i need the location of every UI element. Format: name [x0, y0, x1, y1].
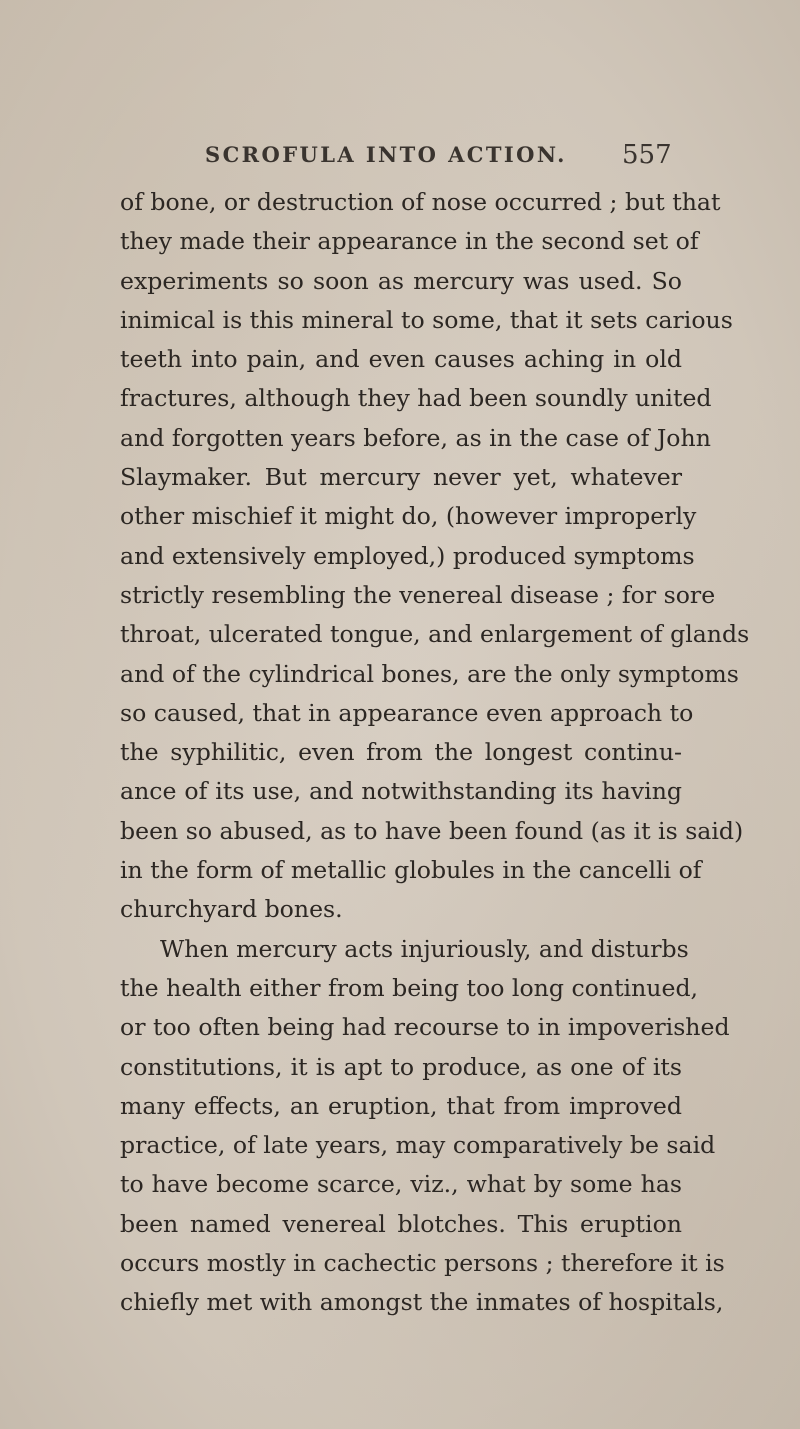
text-line: practice, of late years, may comparatively be said: [120, 1131, 716, 1160]
text-line: churchyard bones.: [120, 895, 343, 924]
text-line: When mercury acts injuriously, and disturbs: [160, 934, 689, 963]
text-line: been so abused, as to have been found (as it is said): [120, 816, 744, 845]
text-line: many effects, an eruption, that from improved: [120, 1091, 682, 1120]
text-line: fractures, although they had been soundly united: [120, 384, 712, 413]
text-line: or too often being had recourse to in impoverished: [120, 1013, 730, 1042]
running-title: SCROFULA INTO ACTION.: [205, 142, 567, 167]
text-line: Slaymaker. But mercury never yet, whatever: [120, 463, 682, 492]
text-line: other mischief it might do, (however improperly: [120, 502, 697, 531]
text-line: experiments so soon as mercury was used. So: [120, 266, 682, 295]
text-line: they made their appearance in the second set of: [120, 227, 699, 256]
text-line: in the form of metallic globules in the cancelli of: [120, 856, 702, 885]
text-line: chiefly met with amongst the inmates of hospitals,: [120, 1288, 724, 1317]
text-line: strictly resembling the venereal disease ; for sore: [120, 580, 716, 609]
text-line: constitutions, it is apt to produce, as one of its: [120, 1052, 682, 1081]
text-line: so caused, that in appearance even approach to: [120, 698, 694, 727]
text-line: occurs mostly in cachectic persons ; therefore it is: [120, 1249, 725, 1278]
text-line: the health either from being too long continued,: [120, 973, 699, 1002]
text-line: been named venereal blotches. This eruption: [120, 1209, 682, 1238]
running-head: [0, 142, 800, 170]
text-line: of bone, or destruction of nose occurred ; but that: [120, 188, 721, 216]
text-line: and forgotten years before, as in the case of John: [120, 423, 711, 452]
paragraph-1: [120, 183, 750, 930]
text-line: the syphilitic, even from the longest continu-: [120, 738, 682, 767]
text-line: and extensively employed,) produced symptoms: [120, 541, 695, 570]
page-number: 557: [622, 140, 672, 170]
body-text: [120, 183, 750, 1323]
paragraph-2: [120, 930, 730, 1323]
text-line: inimical is this mineral to some, that it sets carious: [120, 305, 733, 334]
text-line: throat, ulcerated tongue, and enlargement of glands: [120, 620, 750, 649]
text-line: ance of its use, and notwithstanding its having: [120, 777, 682, 806]
text-line: to have become scarce, viz., what by some has: [120, 1170, 682, 1199]
text-line: teeth into pain, and even causes aching in old: [120, 345, 682, 374]
text-line: and of the cylindrical bones, are the only symptoms: [120, 659, 739, 688]
